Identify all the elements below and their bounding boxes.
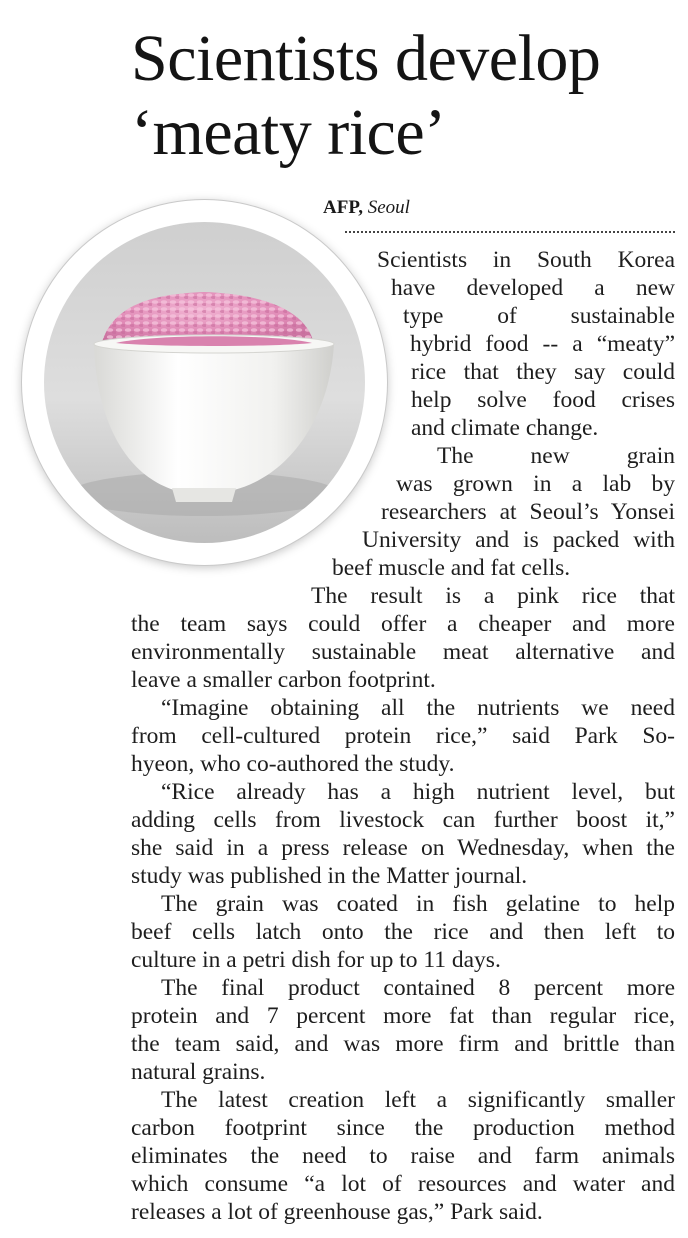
- body-line: and climate change.: [411, 415, 599, 441]
- headline: [131, 22, 681, 170]
- body-line: was grown in a lab by: [396, 471, 675, 497]
- body-line: University and is packed with: [362, 527, 675, 553]
- byline-separator: ,: [358, 197, 363, 218]
- byline-location: Seoul: [367, 197, 410, 218]
- byline-divider: [345, 231, 675, 233]
- body-line: hybrid food -- a “meaty”: [410, 331, 675, 357]
- body-line: from cell-cultured protein rice,” said Park So-: [131, 723, 675, 749]
- headline-line: Scientists develop: [131, 22, 601, 95]
- body-line: hyeon, who co-authored the study.: [131, 751, 455, 777]
- body-line: the team says could offer a cheaper and more: [131, 611, 675, 637]
- body-line: beef cells latch onto the rice and then left to: [131, 919, 675, 945]
- body-line: culture in a petri dish for up to 11 days.: [131, 947, 501, 973]
- body-line: leave a smaller carbon footprint.: [131, 667, 436, 693]
- byline-agency: AFP: [323, 197, 359, 218]
- body-line: The final product contained 8 percent more: [161, 975, 675, 1001]
- body-line: adding cells from livestock can further boost it,”: [131, 807, 675, 833]
- body-line: releases a lot of greenhouse gas,” Park said.: [131, 1199, 543, 1225]
- headline-line: ‘meaty rice’: [131, 96, 446, 169]
- body-line: “Imagine obtaining all the nutrients we need: [161, 695, 675, 721]
- body-line: The latest creation left a significantly smaller: [161, 1087, 675, 1113]
- body-line: the team said, and was more firm and brittle than: [131, 1031, 675, 1057]
- body-line: environmentally sustainable meat alternative and: [131, 639, 675, 665]
- body-line: eliminates the need to raise and farm animals: [131, 1143, 675, 1169]
- body-line: “Rice already has a high nutrient level, but: [161, 779, 675, 805]
- body-line: protein and 7 percent more fat than regular rice,: [131, 1003, 675, 1029]
- body-line: have developed a new: [391, 275, 675, 301]
- body-line: rice that they say could: [411, 359, 675, 385]
- body-line: she said in a press release on Wednesday, when the: [131, 835, 675, 861]
- body-line: The result is a pink rice that: [311, 583, 675, 609]
- body-line: type of sustainable: [403, 303, 675, 329]
- body-line: The grain was coated in fish gelatine to help: [161, 891, 675, 917]
- byline: [323, 196, 410, 220]
- body-line: which consume “a lot of resources and water and: [131, 1171, 675, 1197]
- body-line: study was published in the Matter journal.: [131, 863, 528, 889]
- body-line: carbon footprint since the production method: [131, 1115, 675, 1141]
- body-line: The new grain: [437, 443, 675, 469]
- article-body: [131, 246, 675, 1226]
- body-line: Scientists in South Korea: [377, 247, 675, 273]
- body-line: natural grains.: [131, 1059, 266, 1085]
- body-line: beef muscle and fat cells.: [332, 555, 571, 581]
- body-line: help solve food crises: [411, 387, 675, 413]
- body-line: researchers at Seoul’s Yonsei: [381, 499, 675, 525]
